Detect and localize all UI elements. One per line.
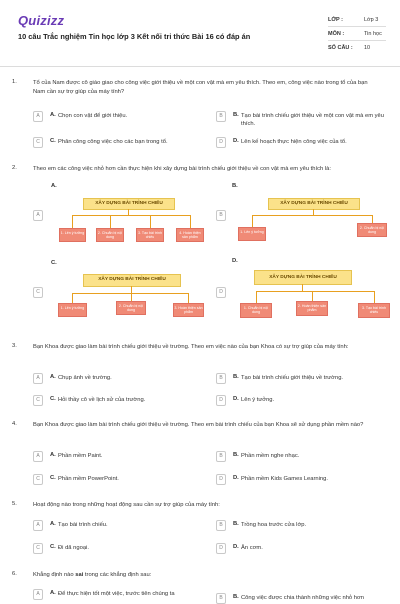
diagram-leaf: 4. Hoàn thiện sản phẩm: [176, 228, 204, 242]
diagram-root: XÂY DỰNG BÀI TRÌNH CHIẾU: [254, 270, 352, 285]
option-letter: B.: [233, 521, 239, 527]
option-box[interactable]: A: [33, 373, 43, 384]
diagram-b-label: B.: [232, 183, 238, 189]
option-box[interactable]: B: [216, 451, 226, 462]
option-letter: D.: [233, 396, 239, 402]
option-letter: D.: [233, 138, 239, 144]
option-text: Đi dã ngoại.: [58, 545, 89, 551]
connector: [72, 215, 73, 228]
option-text: Phần mềm Kids Games Learning.: [241, 476, 328, 482]
diagram-leaf: 3. Tạo bài trình chiếu: [136, 228, 164, 242]
option-text: Lên ý tưởng.: [241, 397, 275, 403]
page-header: [0, 0, 400, 62]
option-text: Lên kế hoạch thực hiện công việc của tổ.: [241, 139, 347, 145]
option-box[interactable]: A: [33, 589, 43, 600]
option-letter: A.: [50, 521, 56, 527]
question-number: 4.: [12, 421, 17, 427]
diagram-root: XÂY DỰNG BÀI TRÌNH CHIẾU: [83, 198, 175, 210]
option-text: Hỏi thầy cô về lịch sử của trường.: [58, 397, 146, 403]
diagram-a-box[interactable]: A: [33, 210, 43, 221]
option-box[interactable]: B: [216, 593, 226, 604]
option-box[interactable]: D: [216, 474, 226, 485]
option-box[interactable]: B: [216, 520, 226, 531]
option-box[interactable]: C: [33, 543, 43, 554]
question-text: Tổ của Nam được cô giáo giao cho công việc giới thiệu về một con vật mà em yêu thích. Theo em, công việc nào trong tổ của bạn Nam cần sự trợ giúp của máy tính?: [33, 80, 368, 95]
option-letter: A.: [50, 112, 56, 118]
connector: [312, 291, 313, 301]
diagram-root: XÂY DỰNG BÀI TRÌNH CHIẾU: [83, 274, 181, 287]
question-text-part: Khẳng định nào: [33, 572, 76, 578]
connector: [72, 293, 73, 303]
meta-subject-label: MÔN :: [328, 31, 345, 37]
quizizz-logo[interactable]: Quizizz: [18, 13, 65, 28]
diagram-leaf: 1. Lên ý tưởng: [58, 303, 87, 317]
question-number: 6.: [12, 571, 17, 577]
option-text: Ăn cơm.: [241, 545, 263, 551]
header-divider: [0, 66, 400, 67]
option-text: Phần mềm PowerPoint.: [58, 476, 119, 482]
option-letter: D.: [233, 544, 239, 550]
option-box[interactable]: B: [216, 111, 226, 122]
diagram-leaf: 2. Chuẩn bị nội dung: [96, 228, 124, 242]
diagram-root: XÂY DỰNG BÀI TRÌNH CHIẾU: [268, 198, 360, 210]
diagram-leaf: 2. Chuẩn bị nội dung: [357, 223, 387, 237]
option-box[interactable]: A: [33, 451, 43, 462]
diagram-c-label: C.: [51, 260, 57, 266]
option-text: Tạo bài trình chiếu giới thiệu về trường.: [241, 375, 344, 381]
option-text: Chụp ảnh về trường.: [58, 375, 112, 381]
diagram-leaf: 1. Chuẩn bị nội dung: [240, 303, 272, 318]
diagram-leaf: 1. Lên ý tưởng: [59, 228, 86, 242]
option-letter: C.: [50, 544, 56, 550]
meta-count-label: SỐ CÂU :: [328, 45, 353, 51]
connector: [302, 284, 303, 291]
option-box[interactable]: A: [33, 111, 43, 122]
connector: [131, 293, 132, 301]
connector: [72, 293, 188, 294]
connector: [110, 215, 111, 228]
connector: [190, 215, 191, 228]
diagram-c-box[interactable]: C: [33, 287, 43, 298]
diagram-d-box[interactable]: D: [216, 287, 226, 298]
question-number: 2.: [12, 165, 17, 171]
option-box[interactable]: D: [216, 543, 226, 554]
diagram-b-box[interactable]: B: [216, 210, 226, 221]
connector: [252, 215, 372, 216]
option-text: Phần mềm nghe nhạc.: [241, 453, 300, 459]
connector: [150, 215, 151, 228]
question-text: Theo em các công việc nhỏ hơn cần thực hiện khi xây dựng bài trình chiếu giới thiệu về con vật mà em yêu thích là:: [33, 166, 331, 172]
option-box[interactable]: A: [33, 520, 43, 531]
divider: [328, 40, 386, 41]
option-text: Trồng hoa trước cửa lớp.: [241, 522, 307, 528]
option-text: Tạo bài trình chiếu.: [58, 522, 108, 528]
connector: [188, 293, 189, 303]
option-text: Công việc được chia thành những việc nhỏ hơn: [241, 595, 365, 601]
option-box[interactable]: D: [216, 137, 226, 148]
divider: [328, 26, 386, 27]
option-text: Tạo bài trình chiếu giới thiệu về một con vật mà em yêu thích.: [241, 113, 384, 127]
diagram-leaf: 3. Tạo bài trình chiếu: [358, 303, 390, 318]
connector: [131, 286, 132, 293]
connector: [252, 215, 253, 227]
option-box[interactable]: B: [216, 373, 226, 384]
question-text: Bạn Khoa được giao làm bài trình chiếu giới thiệu về trường. Theo em bài trình chiếu của bạn Khoa sẽ sử dụng phần mềm nào?: [33, 422, 364, 428]
option-letter: A.: [50, 374, 56, 380]
option-letter: A.: [50, 452, 56, 458]
diagram-a-label: A.: [51, 183, 57, 189]
meta-count-value: 10: [364, 45, 371, 51]
option-letter: C.: [50, 138, 56, 144]
diagram-leaf: 3. Hoàn thiện sản phẩm: [173, 303, 204, 317]
question-text: Bạn Khoa được giao làm bài trình chiếu giới thiệu về trường. Theo em việc nào của bạn Khoa có sự trợ giúp của máy tính:: [33, 344, 349, 350]
connector: [372, 215, 373, 223]
option-letter: B.: [233, 112, 239, 118]
option-text: Phân công công việc cho các bạn trong tổ.: [58, 139, 168, 145]
meta-grade-label: LỚP :: [328, 17, 343, 23]
option-letter: B.: [233, 594, 239, 600]
diagram-leaf: 1. Lên ý tưởng: [238, 227, 266, 241]
option-letter: B.: [233, 374, 239, 380]
diagram-leaf: 2. Hoàn thiện sản phẩm: [296, 301, 328, 316]
connector: [72, 215, 190, 216]
connector: [374, 291, 375, 303]
question-number: 3.: [12, 343, 17, 349]
meta-subject-value: Tin học: [364, 31, 382, 37]
question-text: [33, 571, 373, 580]
option-text: Phần mềm Paint.: [58, 453, 103, 459]
connector: [256, 291, 374, 292]
question-text: Hoạt động nào trong những hoạt động sau cần sự trợ giúp của máy tính:: [33, 502, 220, 508]
connector: [256, 291, 257, 303]
option-letter: C.: [50, 396, 56, 402]
diagram-leaf: 2. Chuẩn bị nội dung: [116, 301, 146, 315]
option-text: Để thực hiện tốt một việc, trước tiên chúng ta: [58, 591, 175, 597]
meta-grade-value: Lớp 3: [364, 17, 379, 23]
option-box[interactable]: C: [33, 137, 43, 148]
question-number: 1.: [12, 79, 17, 85]
option-letter: A.: [50, 590, 56, 596]
option-box[interactable]: D: [216, 395, 226, 406]
question-text-emphasis: sai: [75, 572, 84, 578]
option-letter: C.: [50, 475, 56, 481]
diagram-d-label: D.: [232, 258, 238, 264]
question-text-part: trong các khẳng định sau:: [83, 572, 152, 578]
question-number: 5.: [12, 501, 17, 507]
page-title: 10 câu Trắc nghiệm Tin học lớp 3 Kết nối tri thức Bài 16 có đáp án: [18, 32, 251, 41]
option-box[interactable]: C: [33, 474, 43, 485]
option-letter: D.: [233, 475, 239, 481]
option-text: Chọn con vật để giới thiệu.: [58, 113, 128, 119]
option-box[interactable]: C: [33, 395, 43, 406]
option-letter: B.: [233, 452, 239, 458]
